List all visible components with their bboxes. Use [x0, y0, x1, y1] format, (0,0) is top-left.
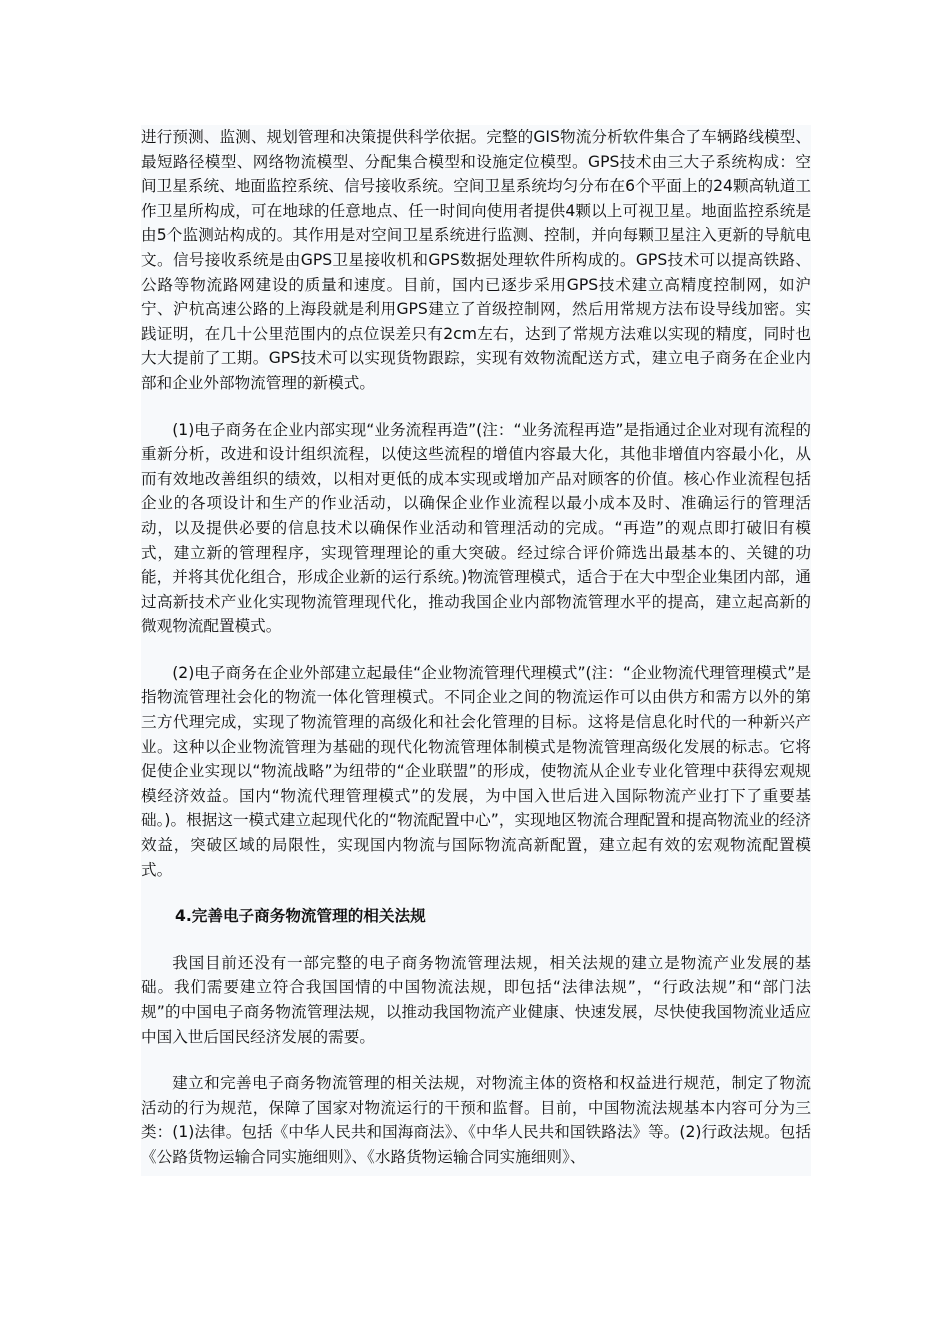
- paragraph-spacer: [141, 1049, 811, 1071]
- paragraph-regulations-need: 我国目前还没有一部完整的电子商务物流管理法规，相关法规的建立是物流产业发展的基础。我们需要建立符合我国国情的中国物流法规，即包括“法律法规”，“行政法规”和“部门法规”的中国电子商务物流管理法规，以推动我国物流产业健康、快速发展，尽快使我国物流业适应中国入世后国民经济发展的需要。: [141, 953, 811, 1046]
- paragraph-regulations-content: 建立和完善电子商务物流管理的相关法规，对物流主体的资格和权益进行规范，制定了物流活动的行为规范，保障了国家对物流运行的干预和监督。目前，中国物流法规基本内容可分为三类：(1)法律。包括《中华人民共和国海商法》、《中华人民共和国铁路法》等。(2)行政法规。包括《公路货物运输合同实施细则》、《水路货物运输合同实施细则》、: [141, 1074, 811, 1166]
- paragraph-spacer: [141, 929, 811, 951]
- section-heading: 4.完善电子商务物流管理的相关法规: [175, 907, 426, 926]
- paragraph-gis-gps: 进行预测、监测、规划管理和决策提供科学依据。完整的GIS物流分析软件集合了车辆路线模型、最短路径模型、网络物流模型、分配集合模型和设施定位模型。GPS技术由三大子系统构成：空间卫星系统、地面监控系统、信号接收系统。空间卫星系统均匀分布在6个平面上的24颗高轨道工作卫星所构成，可在地球的任意地点、任一时间向使用者提供4颗以上可视卫星。地面监控系统是由5个监测站构成的。其作用是对空间卫星系统进行监测、控制，并向每颗卫星注入更新的导航电文。信号接收系统是由GPS卫星接收机和GPS数据处理软件所构成的。GPS技术可以提高铁路、公路等物流路网建设的质量和速度。目前，国内已逐步采用GPS技术建立高精度控制网，如沪宁、沪杭高速公路的上海段就是利用GPS建立了首级控制网，然后用常规方法布设导线加密。实践证明，在几十公里范围内的点位误差只有2cm左右，达到了常规方法难以实现的精度，同时也大大提前了工期。GPS技术可以实现货物跟踪，实现有效物流配送方式，建立电子商务在企业内部和企业外部物流管理的新模式。: [141, 128, 811, 392]
- paragraph-spacer: [141, 396, 811, 418]
- paragraph-spacer: [141, 882, 811, 904]
- paragraph-external-logistics-agency: (2)电子商务在企业外部建立起最佳“企业物流管理代理模式”(注：“企业物流代理管理模式”是指物流管理社会化的物流一体化管理模式。不同企业之间的物流运作可以由供方和需方以外的第三方代理完成，实现了物流管理的高级化和社会化管理的目标。这将是信息化时代的一种新兴产业。这种以企业物流管理为基础的现代化物流管理体制模式是物流管理高级化发展的标志。它将促使企业实现以“物流战略”为纽带的“企业联盟”的形成，使物流从企业专业化管理中获得宏观规模经济效益。国内“物流代理管理模式”的发展，为中国入世后进入国际物流产业打下了重要基础。)。根据这一模式建立起现代化的“物流配置中心”，实现地区物流合理配置和提高物流业的经济效益，突破区域的局限性，实现国内物流与国际物流高新配置，建立起有效的宏观物流配置模式。: [141, 663, 811, 879]
- paragraph-spacer: [141, 639, 811, 661]
- text-body: [141, 125, 811, 1176]
- paragraph-internal-process-reengineering: (1)电子商务在企业内部实现“业务流程再造”(注：“业务流程再造”是指通过企业对现有流程的重新分析，改进和设计组织流程，以使这些流程的增值内容最大化，其他非增值内容最小化，从而有效地改善组织的绩效，以相对更低的成本实现或增加产品对顾客的价值。核心作业流程包括企业的各项设计和生产的作业活动，以确保企业作业流程以最小成本及时、准确运行的管理活动，以及提供必要的信息技术以确保作业活动和管理活动的完成。“再造”的观点即打破旧有模式，建立新的管理程序，实现管理理论的重大突破。经过综合评价筛选出最基本的、关键的功能，并将其优化组合，形成企业新的运行系统。)物流管理模式，适合于在大中型企业集团内部，通过高新技术产业化实现物流管理现代化，推动我国企业内部物流管理水平的提高，建立起高新的微观物流配置模式。: [141, 420, 811, 636]
